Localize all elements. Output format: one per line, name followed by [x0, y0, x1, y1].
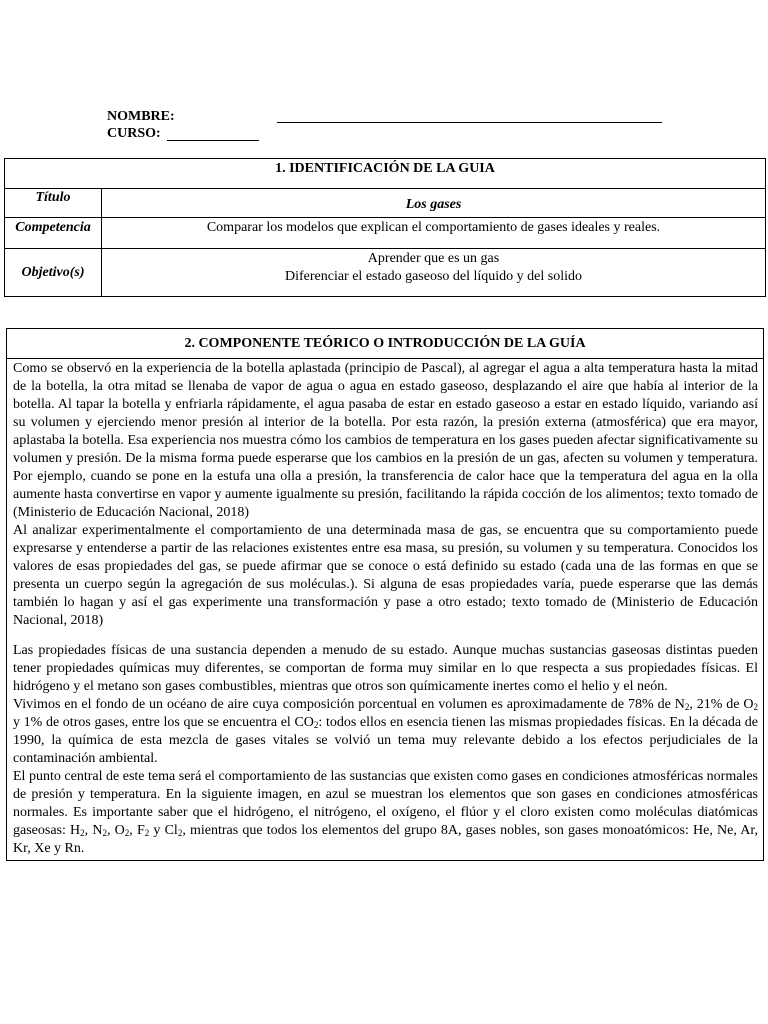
- nombre-blank-line: [277, 107, 662, 123]
- theory-table: [6, 328, 764, 861]
- section2-title: 2. COMPONENTE TEÓRICO O INTRODUCCIÓN DE LA GUÍA: [7, 329, 764, 359]
- paragraph-5: El punto central de este tema será el comportamiento de las sustancias que existen como gases en condiciones atmosféricas normales de presión y temperatura. En la siguiente imagen, en azul se muestran los elementos que son gases en condiciones atmosféricas normales. Es importante saber que el hidrógeno, el nitrógeno, el oxígeno, el flúor y el cloro existen como moléculas diatómicas gaseosas: $H_2$, $N_2$, $O_2$, $F_2$ y $Cl_2$, mientras que todos los elementos del grupo 8A, gases nobles, son gases monoatómicos: He, Ne, Ar, Kr, Xe y Rn.: [13, 769, 758, 856]
- identification-table: [4, 158, 766, 297]
- theory-body: [7, 359, 764, 861]
- objetivos-label: Objetivo(s): [5, 249, 102, 297]
- titulo-value: Los gases: [102, 189, 766, 218]
- curso-label: CURSO:: [107, 126, 161, 141]
- paragraph-3: Las propiedades físicas de una sustancia dependen a menudo de su estado. Aunque muchas sustancias gaseosas distintas pueden tener propiedades químicas muy diferentes, se comportan de forma muy similar en lo que respecta a sus propiedades físicas. El hidrógeno y el metano son gases combustibles, mientras que otros son químicamente inertes como el helio y el neón.: [13, 643, 758, 694]
- titulo-label: Título: [5, 189, 102, 218]
- curso-blank-line: [167, 125, 259, 141]
- objetivo-line-1: Aprender que es un gas: [367, 251, 500, 266]
- competencia-label: Competencia: [5, 218, 102, 249]
- paragraph-1: Como se observó en la experiencia de la botella aplastada (principio de Pascal), al agregar el agua a alta temperatura hasta la mitad de la botella, la otra mitad se llenaba de vapor de agua o agua en estado gaseoso, desplazando el aire que había al interior de la botella. Al tapar la botella y enfriarla rápidamente, el agua pasaba de estar en estado gaseoso a estar en estado líquido, variando así su volumen y ejerciendo menor presión al interior de la botella. Por esta razón, la presión externa (atmosférica) que era mayor, aplastaba la botella. Esa experiencia nos muestra cómo los cambios de temperatura en los gases pueden afectar significativamente su volumen y presión. De la misma forma puede esperarse que los cambios en la presión de un gas, afecten su volumen y temperatura. Por ejemplo, cuando se pone en la estufa una olla a presión, la transferencia de calor hace que la temperatura del agua en la olla aumente hasta convertirse en vapor y aumente igualmente su presión, facilitando la rápida cocción de los alimentos; texto tomado de (Ministerio de Educación Nacional, 2018): [13, 361, 758, 520]
- objetivo-line-2: Diferenciar el estado gaseoso del líquido y del solido: [284, 269, 583, 284]
- paragraph-4: Vivimos en el fondo de un océano de aire cuya composición porcentual en volumen es aproximadamente de 78% de $N_2$, 21% de $O_2$ y 1% de otros gases, entre los que se encuentra el $CO_2$: todos ellos en esencia tienen las mismas propiedades físicas. En la década de 1990, la química de esta mezcla de gases vitales se volvió un tema muy relevante debido a los efectos perjudiciales de la contaminación ambiental.: [13, 697, 759, 766]
- nombre-label: NOMBRE:: [107, 109, 175, 124]
- competencia-value: Comparar los modelos que explican el comportamiento de gases ideales y reales.: [102, 218, 766, 249]
- objetivos-value: [102, 249, 766, 297]
- paragraph-2: Al analizar experimentalmente el comportamiento de una determinada masa de gas, se encuentra que su comportamiento puede expresarse y entenderse a partir de las relaciones existentes entre esa masa, su presión, su volumen y su temperatura. Conocidos los valores de esas propiedades del gas, se puede afirmar que se conoce o está definido su estado (cada una de las formas en que se presenta un cuerpo según la agregación de sus moléculas.). Si alguna de esas propiedades varía, puede esperarse que las demás también lo hagan y así el gas experimente una transformación y pase a otro estado; texto tomado de (Ministerio de Educación Nacional, 2018): [13, 523, 758, 628]
- section1-title: 1. IDENTIFICACIÓN DE LA GUIA: [5, 159, 766, 189]
